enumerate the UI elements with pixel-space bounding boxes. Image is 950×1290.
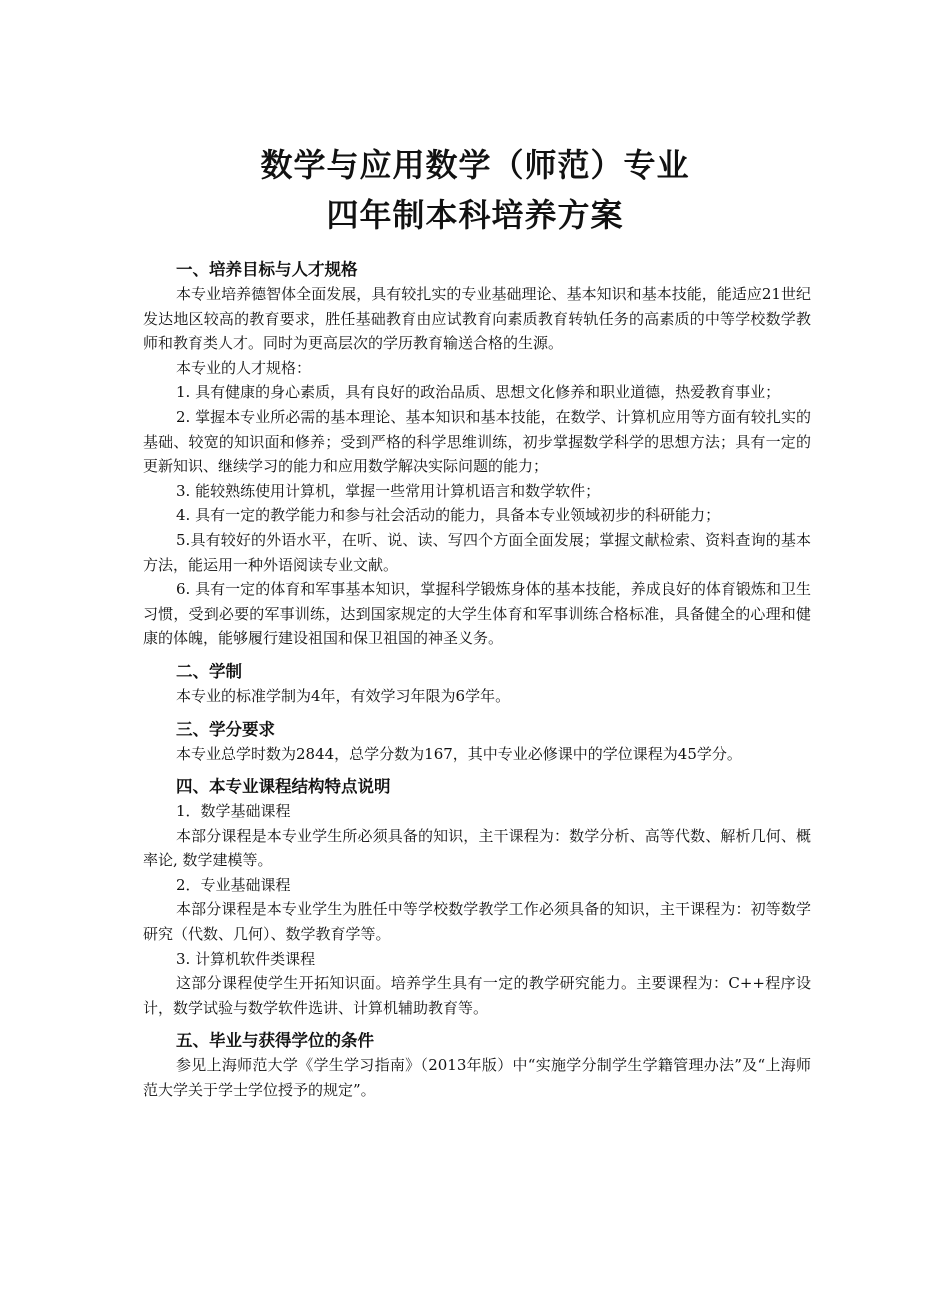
list-item: 2. 掌握本专业所必需的基本理论、基本知识和基本技能，在数学、计算机应用等方面有较扎实的基础、较宽的知识面和修养；受到严格的科学思维训练，初步掌握数学科学的思想方法；具有一定的更新知识、继续学习的能力和应用数学解决实际问题的能力； bbox=[143, 407, 811, 476]
list-item: 4. 具有一定的教学能力和参与社会活动的能力，具备本专业领域初步的科研能力； bbox=[176, 506, 721, 525]
list-item: 3. 能较熟练使用计算机，掌握一些常用计算机语言和数学软件； bbox=[176, 481, 601, 500]
section-heading-credits: 三、学分要求 bbox=[176, 719, 275, 739]
list-item: 1. 具有健康的身心素质，具有良好的政治品质、思想文化修养和职业道德，热爱教育事业； bbox=[176, 383, 781, 402]
paragraph: 参见上海师范大学《学生学习指南》（2013年版）中“实施学分制学生学籍管理办法”及“上海师范大学关于学士学位授予的规定”。 bbox=[143, 1056, 811, 1100]
subheading: 1．数学基础课程 bbox=[176, 802, 291, 821]
paragraph: 本专业总学时数为2844，总学分数为167，其中专业必修课中的学位课程为45学分。 bbox=[176, 744, 742, 763]
paragraph: 本部分课程是本专业学生为胜任中等学校数学教学工作必须具备的知识，主干课程为：初等数学研究（代数、几何）、数学教育学等。 bbox=[143, 900, 811, 944]
section-heading-objectives: 一、培养目标与人才规格 bbox=[176, 260, 358, 279]
subheading: 3. 计算机软件类课程 bbox=[176, 949, 316, 968]
list-item: 6. 具有一定的体育和军事基本知识，掌握科学锻炼身体的基本技能，养成良好的体育锻炼和卫生习惯，受到必要的军事训练，达到国家规定的大学生体育和军事训练合格标准，具备健全的心理和健康的体魄，能够履行建设祖国和保卫祖国的神圣义务。 bbox=[143, 580, 811, 648]
document-body bbox=[143, 258, 811, 1103]
section-heading-graduation: 五、毕业与获得学位的条件 bbox=[176, 1031, 374, 1051]
paragraph: 这部分课程使学生开拓知识面。培养学生具有一定的教学研究能力。主要课程为：C++程序设计，数学试验与数学软件选讲、计算机辅助教育等。 bbox=[143, 974, 811, 1017]
document-title-line-2: 四年制本科培养方案 bbox=[326, 196, 624, 234]
paragraph: 本部分课程是本专业学生所必须具备的知识，主干课程为：数学分析、高等代数、解析几何、概率论, 数学建模等。 bbox=[143, 826, 811, 870]
list-item: 5.具有较好的外语水平，在听、说、读、写四个方面全面发展；掌握文献检索、资料查询的基本方法，能运用一种外语阅读专业文献。 bbox=[143, 530, 811, 574]
document-title-line-1: 数学与应用数学（师范）专业 bbox=[260, 146, 690, 184]
paragraph: 本专业培养德智体全面发展，具有较扎实的专业基础理论、基本知识和基本技能，能适应21世纪发达地区较高的教育要求，胜任基础教育由应试教育向素质教育转轨任务的高素质的中等学校数学教师和教育类人才。同时为更高层次的学历教育输送合格的生源。 bbox=[143, 285, 811, 353]
section-heading-duration: 二、学制 bbox=[176, 661, 242, 681]
paragraph: 本专业的标准学制为4年，有效学习年限为6学年。 bbox=[176, 686, 511, 705]
paragraph: 本专业的人才规格： bbox=[176, 358, 312, 377]
section-heading-course-structure: 四、本专业课程结构特点说明 bbox=[176, 777, 391, 797]
subheading: 2．专业基础课程 bbox=[176, 875, 291, 894]
